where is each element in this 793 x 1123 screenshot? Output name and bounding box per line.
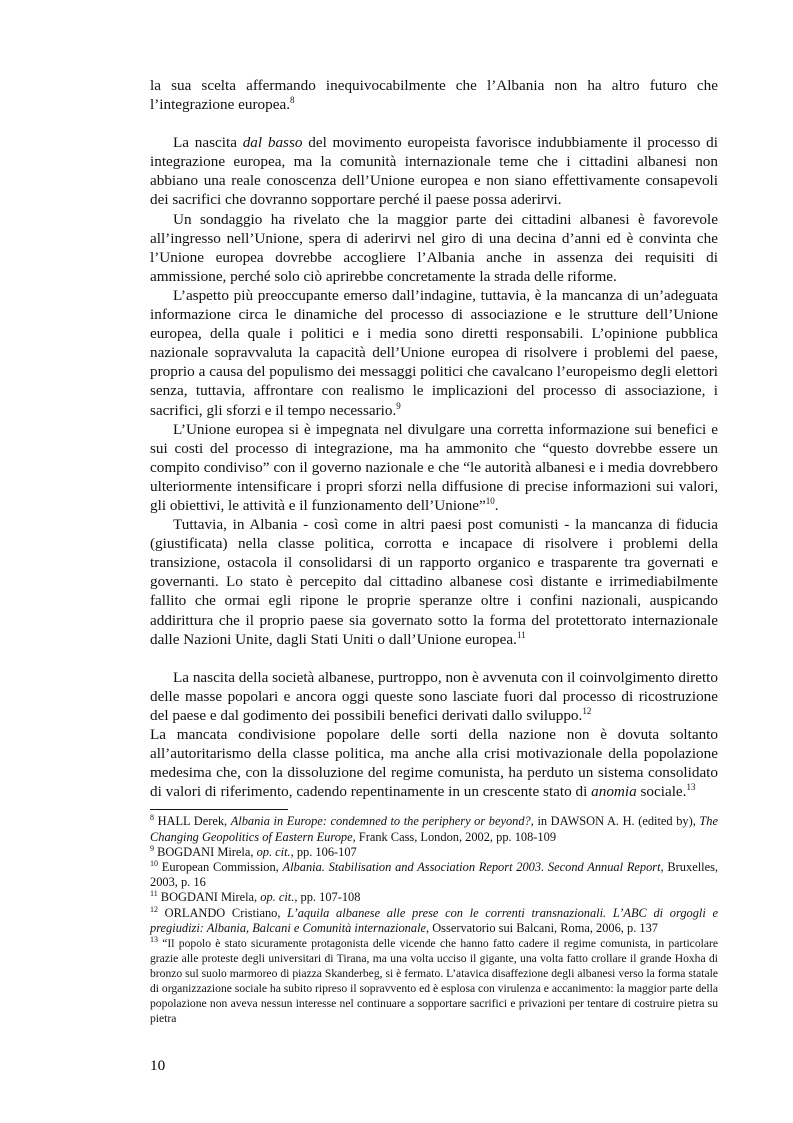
paragraph: La nascita dal basso del movimento europeista favorisce indubbiamente il processo di integrazione europea, ma la comunità internazionale teme che i cittadini albanesi non abbiano una reale conoscenza dell’Unione europea e non siano effettivamente consapevoli dei sacrifici che dovranno sopportare perché il paese possa aderirvi. [150, 134, 718, 209]
paragraph: la sua scelta affermando inequivocabilmente che l’Albania non ha altro futuro che l’integrazione europea.$^8$ [150, 77, 718, 114]
footnote-ref: 9 [396, 400, 401, 411]
page-number: 10 [150, 1057, 166, 1074]
footnote-separator [150, 809, 288, 810]
paragraph: Un sondaggio ha rivelato che la maggior parte dei cittadini albanesi è favorevole all’ingresso nell’Unione, spera di aderirvi nel giro di una decina d’anni ed è convinta che l’Unione europea dovrebbe accogliere l’Albania anche in assenza dei requisiti di ammissione, perché solo ciò aprirebbe concretamente la strada delle riforme. [150, 210, 718, 285]
footnote-ref: 8 [290, 95, 295, 106]
footnote-ref: 11 [516, 629, 526, 640]
footnote-11: $^{11}$ BOGDANI Mirela, op. cit., pp. 107-108 [150, 889, 361, 905]
footnote-ref: 13 [686, 782, 696, 793]
footnote-12: $^{12}$ ORLANDO Cristiano, L’aquila albanese alle prese con le correnti transnazionali. L’ABC di orgogli e pregiudizi: Albania, Balcani e Comunità internazionale, Osservatorio sui Balcani, Roma, 2006, p. 137 [150, 904, 718, 935]
paragraph: L’aspetto più preoccupante emerso dall’indagine, tuttavia, è la mancanza di un’adeguata informazione circa le dinamiche del processo di associazione e le strutture dell’Unione europea, della quale i politici e i media sono diretti responsabili. L’opinione pubblica nazionale sopravvaluta la capacità dell’Unione europea di risolvere i problemi del paese, proprio a causa del populismo dei messaggi politici che cavalcano l’europeismo degli elettori senza, tuttavia, affrontare con realismo le implicazioni del processo di associazione, i sacrifici, gli sforzi e il tempo necessario.$^9$ [150, 286, 718, 419]
footnote-13: $^{13}$ “Il popolo è stato sicuramente protagonista delle vicende che hanno fatto cadere il regime comunista, in particolare grazie alle proteste degli universitari di Tirana, ma una volta ucciso il gigante, una volta fatto crollare il grande Hoxha di bronzo sul suolo marmoreo di piazza Skanderbeg, si è fermato. L’atavica disaffezione degli albanesi verso la forma statale di organizzazione sociale ha subito ripreso il sopravvento ed è esplosa con virulenza e accanimento: la maggior parte della popolazione non aveva nessun interesse nel continuare a sopportare sacrifici e privazioni per tentare di costruire pietra su pietra [150, 935, 718, 1025]
footnote-8: $^8$ HALL Derek, Albania in Europe: condemned to the periphery or beyond?, in DAWSON A. H. (edited by), The Changing Geopolitics of Eastern Europe, Frank Cass, London, 2002, pp. 108-109 [150, 813, 718, 844]
footnote-ref: 12 [582, 705, 592, 716]
paragraph: Tuttavia, in Albania - così come in altri paesi post comunisti - la mancanza di fiducia (giustificata) nella classe politica, corrotta e incapace di risolvere i problemi della transizione, ostacola il consolidarsi di un rapporto organico e trasparente tra governati e governanti. Lo stato è percepito dal cittadino albanese così distante e irrimediabilmente fallito che ormai egli ripone le proprie speranze oltre i confini nazionali, auspicando addirittura che il proprio paese sia governato sotto la forma del protettorato internazionale dalle Nazioni Unite, dagli Stati Uniti o dall’Unione europea.$^{11}$ [150, 516, 718, 648]
body-text [150, 76, 718, 801]
footnote-10: $^{10}$ European Commission, Albania. Stabilisation and Association Report 2003. Second Annual Report, Bruxelles, 2003, p. 16 [150, 858, 718, 890]
footnote-9: $^9$ BOGDANI Mirela, op. cit., pp. 106-107 [150, 843, 357, 859]
page-content [150, 76, 718, 1026]
paragraph: La nascita della società albanese, purtroppo, non è avvenuta con il coinvolgimento diretto delle masse popolari e ancora oggi queste sono lasciate fuori dal processo di ricostruzione del paese e dal godimento dei possibili benefici derivati dallo sviluppo.$^{12}$ [150, 668, 718, 724]
paragraph: La mancata condivisione popolare delle sorti della nazione non è dovuta soltanto all’autoritarismo della classe politica, ma anche alla crisi motivazionale della popolazione medesima che, con la dissoluzione del regime comunista, ha perduto un sistema consolidato di valori di riferimento, cadendo repentinamente in un crescente stato di anomia sociale.$^{13}$ [150, 726, 718, 801]
footnotes [150, 814, 718, 1026]
paragraph: L’Unione europea si è impegnata nel divulgare una corretta informazione sui benefici e sui costi del processo di integrazione, ma ha ammonito che “questo dovrebbe essere un compito condiviso” con il governo nazionale e che “le autorità albanesi e i media dovrebbero ulteriormente intensificare i propri sforzi nella diffusione di precise informazioni sui valori, gli obiettivi, le attività e il funzionamento dell’Unione”$^{10}$. [150, 420, 718, 514]
footnote-ref: 10 [485, 495, 495, 506]
